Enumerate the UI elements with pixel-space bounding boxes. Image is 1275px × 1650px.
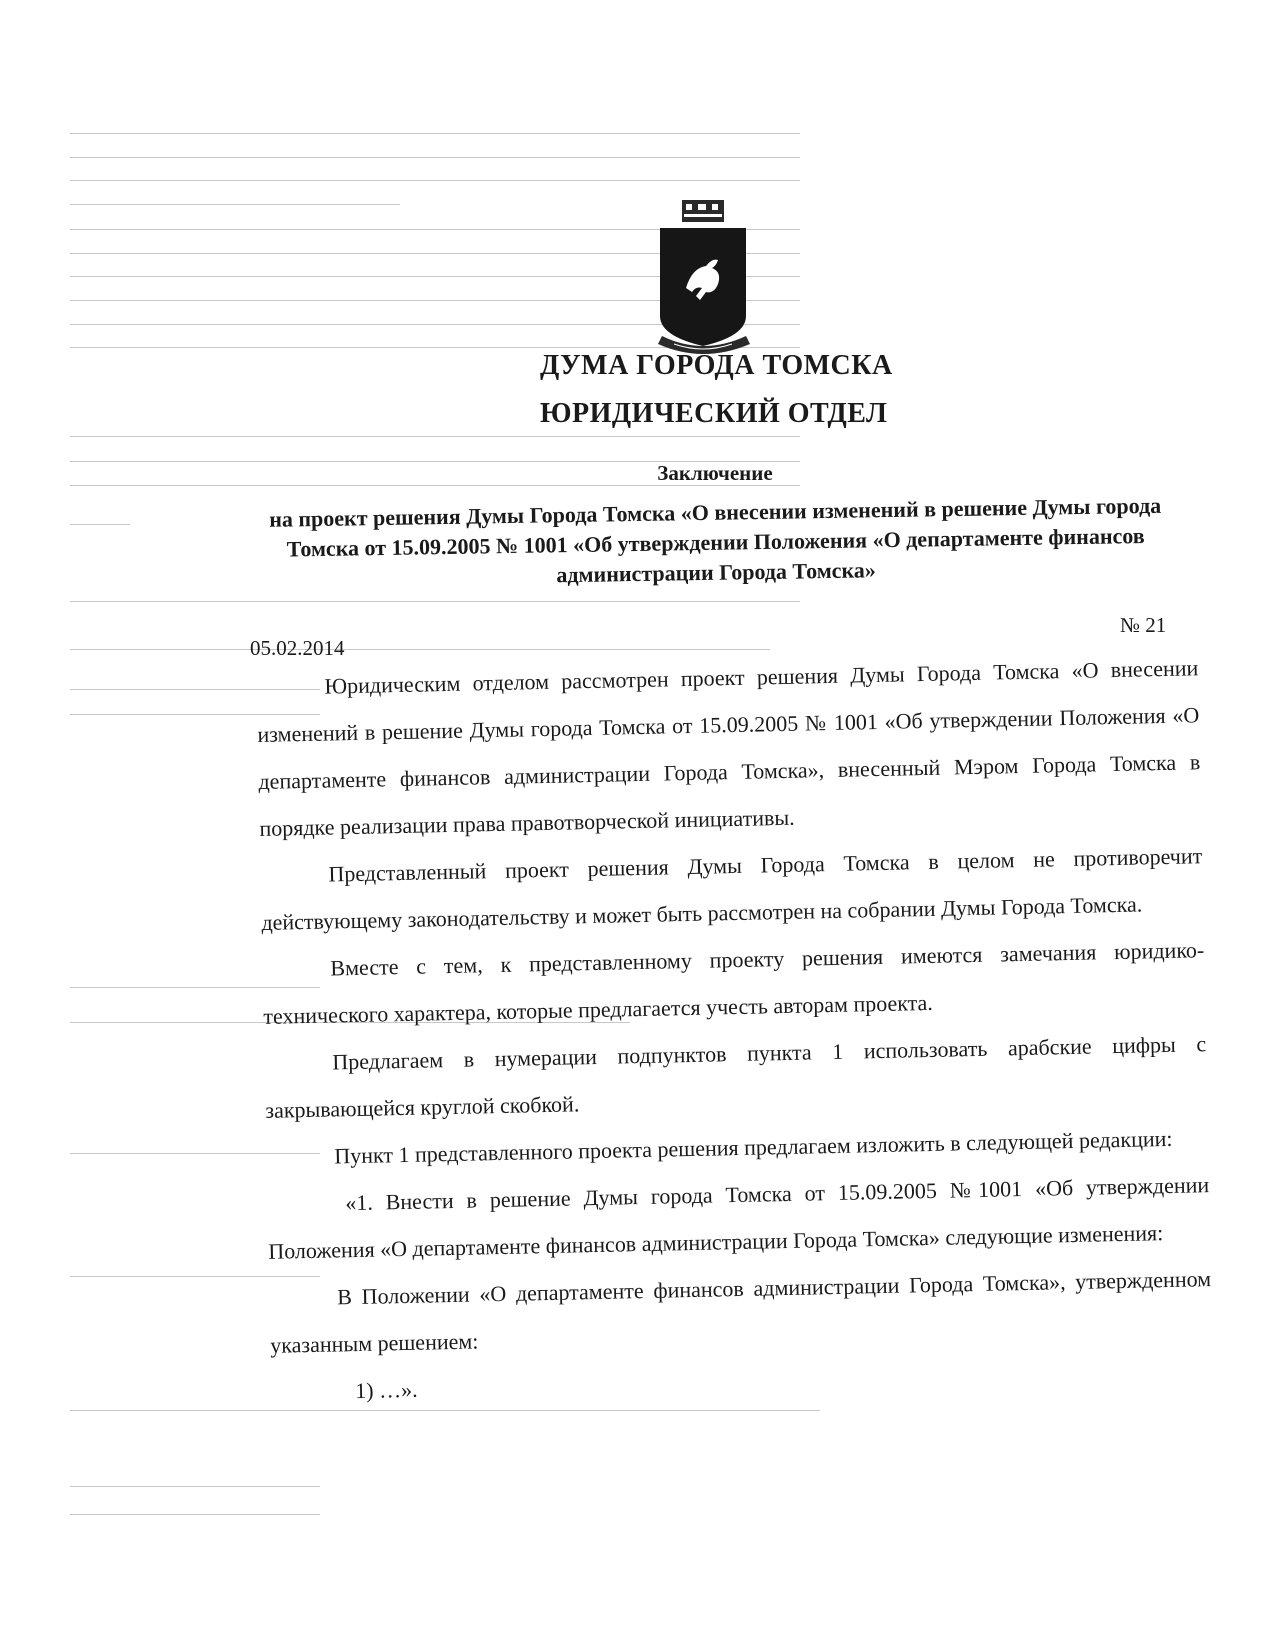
scan-line <box>70 180 800 181</box>
scan-line <box>70 649 770 650</box>
paragraph: Вместе с тем, к представленному проекту решения имеются замечания юридико-технического характера, которые предлагается учесть авторам проекта. <box>263 937 1205 1029</box>
paragraph: Представленный проект решения Думы Города Томска в целом не противоречит действующему законодательству и может быть рассмотрен на собрании Думы Города Томска. <box>261 843 1203 935</box>
department-name: ЮРИДИЧЕСКИЙ ОТДЕЛ <box>540 398 888 429</box>
scan-line <box>70 157 800 158</box>
scan-line <box>70 601 800 602</box>
document-number: № 21 <box>1120 613 1167 637</box>
document-body <box>256 644 1214 1416</box>
scan-line <box>70 436 800 437</box>
document-subject: на проект решения Думы Города Томска «О внесении изменений в решение Думы города Томска от 15.09.2005 № 1001 «Об утверждении Положения «О департаменте финансов администрации Города Томска» <box>268 492 1162 588</box>
document-date: 05.02.2014 <box>250 636 345 660</box>
scan-line <box>70 204 400 205</box>
scan-line <box>70 1514 320 1515</box>
tomsk-coat-of-arms-icon <box>656 198 776 360</box>
scan-line <box>70 133 800 134</box>
paragraph: 1) …». <box>354 1376 418 1404</box>
document-title: Заключение <box>657 461 773 485</box>
paragraph: Предлагаем в нумерации подпунктов пункта 1 использовать арабские цифры с закрывающейся круглой скобкой. <box>265 1031 1207 1123</box>
scan-line <box>70 524 130 525</box>
scan-line <box>70 1486 320 1487</box>
paragraph: «1. Внести в решение Думы города Томска от 15.09.2005 №1001 «Об утверждении Положения «О департаменте финансов администрации Города Томска» следующие изменения: <box>268 1172 1210 1264</box>
paragraph: В Положении «О департаменте финансов администрации Города Томска», утвержденном указанным решением: <box>270 1266 1212 1358</box>
paragraph: Пункт 1 представленного проекта решения предлагаем изложить в следующей редакции: <box>334 1125 1173 1169</box>
organization-name: ДУМА ГОРОДА ТОМСКА <box>540 350 893 381</box>
paragraph: Юридическим отделом рассмотрен проект решения Думы Города Томска «О внесении изменений в решение Думы города Томска от 15.09.2005 № 1001 «Об утверждении Положения «О департаменте финансов администрации Города Томска», внесенный Мэром Города Томска в порядке реализации права правотворческой инициативы. <box>257 655 1201 841</box>
